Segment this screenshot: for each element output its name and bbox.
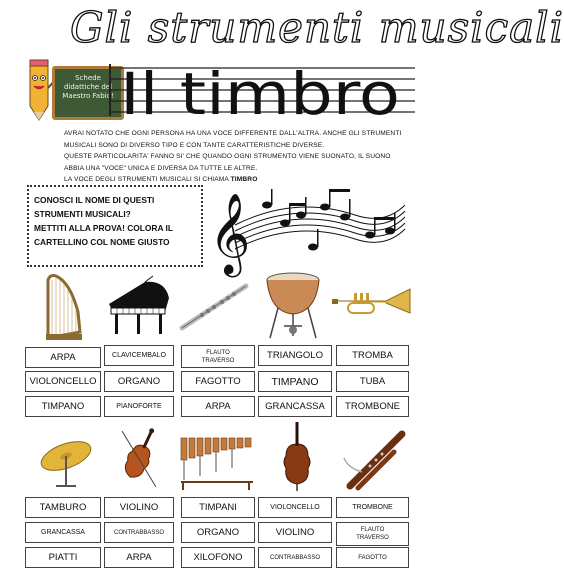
label-option[interactable]: ARPA: [181, 396, 255, 417]
bassoon-icon: [340, 428, 408, 492]
intro-line: ABBIA UNA "VOCE" UNICA E DIVERSA DA TUTTE LE ALTRE.: [64, 164, 258, 172]
instruction-line: METTITI ALLA PROVA! COLORA IL: [34, 223, 173, 233]
label-option[interactable]: VIOLINO: [104, 497, 174, 518]
piano-icon: [105, 278, 173, 336]
pencil-mascot-icon: [22, 58, 56, 122]
logo: [22, 58, 122, 128]
intro-line: QUESTE PARTICOLARITA' FANNO SI' CHE QUANDO OGNI STRUMENTO VIENE SUONATO, IL SUONO: [64, 153, 391, 160]
label-option[interactable]: ORGANO: [104, 371, 174, 392]
label-option[interactable]: TIMPANO: [258, 371, 332, 392]
label-option[interactable]: VIOLONCELLO: [258, 497, 332, 518]
label-option[interactable]: TROMBA: [336, 345, 409, 366]
label-option[interactable]: CLAVICEMBALO: [104, 345, 174, 366]
page-title: [70, 0, 564, 55]
cello-icon: [280, 420, 314, 492]
music-notes-icon: [205, 185, 405, 274]
intro-line: MUSICALI SONO DI DIVERSO TIPO E CON TANTE CARATTERISTICHE DIVERSE.: [64, 141, 325, 149]
label-option[interactable]: CONTRABBASSO: [258, 547, 332, 568]
flute-icon: [178, 282, 250, 332]
title-text: Gli strumenti musicali: [70, 3, 564, 52]
label-option[interactable]: VIOLINO: [258, 522, 332, 543]
label-option[interactable]: FAGOTTO: [336, 547, 409, 568]
label-option[interactable]: GRANCASSA: [25, 522, 101, 543]
violin-icon: [118, 425, 160, 491]
logo-text: Schede didattiche del Maestro Fabio!: [62, 74, 114, 100]
label-option[interactable]: ARPA: [104, 547, 174, 568]
music-staff-subtitle: [110, 60, 415, 128]
label-option[interactable]: TIMPANI: [181, 497, 255, 518]
cymbals-icon: [36, 432, 96, 488]
label-option[interactable]: FLAUTO TRAVERSO: [181, 345, 255, 368]
xylophone-icon: [177, 432, 257, 492]
instruction-line: STRUMENTI MUSICALI?: [34, 209, 131, 219]
intro-line: [64, 174, 404, 186]
label-option[interactable]: PIATTI: [25, 547, 101, 568]
timbro-keyword: TIMBRO: [230, 176, 258, 183]
label-option[interactable]: FAGOTTO: [181, 371, 255, 392]
subtitle: Il timbro: [120, 60, 400, 128]
label-option[interactable]: XILOFONO: [181, 547, 255, 568]
trumpet-icon: [330, 285, 414, 319]
instruction-box: [27, 185, 203, 267]
label-option[interactable]: ARPA: [25, 347, 101, 368]
label-option[interactable]: ORGANO: [181, 522, 255, 543]
label-option[interactable]: TAMBURO: [25, 497, 101, 518]
intro-line: AVRAI NOTATO CHE OGNI PERSONA HA UNA VOCE DIFFERENTE DALL'ALTRA. ANCHE GLI STRUMENTI: [64, 130, 402, 137]
intro-text: [64, 128, 404, 186]
label-option[interactable]: TROMBONE: [336, 396, 409, 417]
label-option[interactable]: TROMBONE: [336, 497, 409, 518]
label-option[interactable]: VIOLONCELLO: [25, 371, 101, 392]
label-option[interactable]: TRIANGOLO: [258, 345, 332, 366]
intro-line-text: LA VOCE DEGLI STRUMENTI MUSICALI SI CHIAMA: [64, 176, 229, 183]
label-option[interactable]: FLAUTO TRAVERSO: [336, 522, 409, 546]
label-option[interactable]: GRANCASSA: [258, 396, 332, 417]
instruction-line: CARTELLINO COL NOME GIUSTO: [34, 237, 170, 247]
timpani-icon: [264, 270, 322, 342]
label-option[interactable]: PIANOFORTE: [104, 396, 174, 417]
instruction-line: CONOSCI IL NOME DI QUESTI: [34, 195, 155, 205]
label-option[interactable]: CONTRABBASSO: [104, 522, 174, 543]
svg-text:𝄞: 𝄞: [209, 192, 251, 274]
label-option[interactable]: TIMPANO: [25, 396, 101, 417]
instruction-text: [34, 193, 173, 249]
label-option[interactable]: TUBA: [336, 371, 409, 392]
harp-icon: [40, 272, 84, 342]
